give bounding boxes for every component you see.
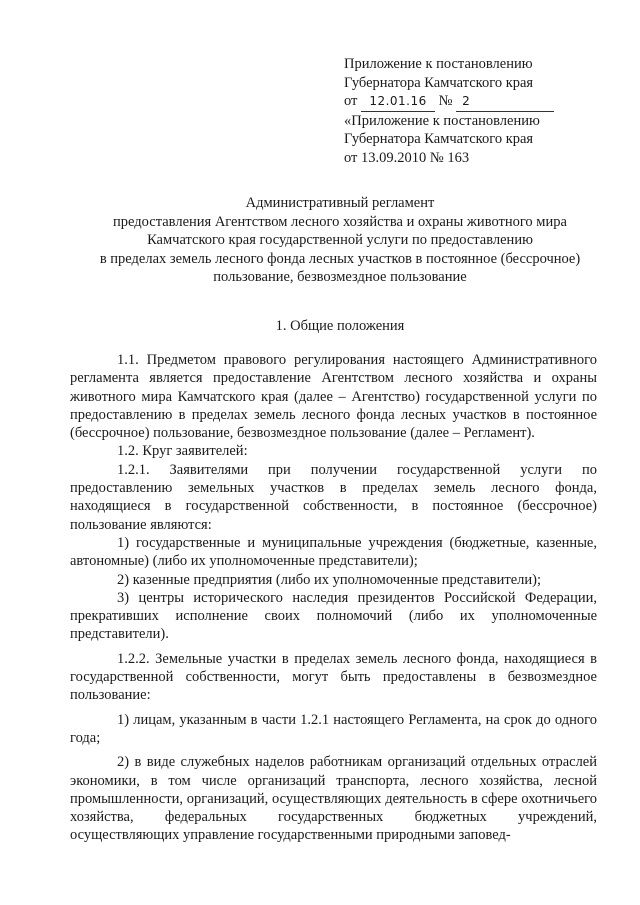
title-line-3: Камчатского края государственной услуги по предоставлению: [147, 232, 533, 249]
section-heading: 1. Общие положения: [275, 318, 405, 334]
stamp-date-prefix: от: [344, 93, 358, 110]
title-line-4: в пределах земель лесного фонда лесных участков в постоянное (бессрочное): [99, 250, 581, 267]
paragraph-1-2-1-item-3: 3) центры исторического наследия президентов Российской Федерации, прекративших исполнение своих полномочий (либо их уполномоченные представители).: [70, 589, 597, 643]
title-line-1: Административный регламент: [245, 195, 435, 211]
paragraph-1-2-1-item-1: 1) государственные и муниципальные учреждения (бюджетные, казенные, автономные) (либо их уполномоченные представители);: [70, 534, 597, 570]
document-title: [70, 194, 610, 287]
paragraph-1-2-2-item-2: 2) в виде служебных наделов работникам организаций отдельных отраслей экономики, в том числе организаций транспорта, лесного хозяйства, лесной промышленности, организаций, осуществляющих деятельность в сфере охотничьего хозяйства, федеральных государственных бюджетных учреждений, осуществляющих управление государственными природными заповед-: [70, 754, 597, 844]
stamp-line-6: от 13.09.2010 № 163: [344, 149, 470, 166]
paragraph-1-1: 1.1. Предметом правового регулирования настоящего Административного регламента является предоставление Агентством лесного хозяйства и охраны животного мира Камчатского края (далее – Агентство) государственной услуги по предоставлению в пределах земель лесного фонда лесных участков в постоянное (бессрочное) пользование, безвозмездное пользование (далее – Регламент).: [70, 352, 597, 442]
title-line-2: предоставления Агентством лесного хозяйства и охраны животного мира: [113, 213, 567, 230]
stamp-line-1: Приложение к постановлению: [344, 56, 533, 72]
stamp-number-label: №: [438, 93, 453, 110]
paragraph-1-2-2-item-1: 1) лицам, указанным в части 1.2.1 настоящего Регламента, на срок до одного года;: [70, 711, 597, 746]
stamp-line-3: [344, 92, 554, 112]
paragraph-1-2-1-item-2: 2) казенные предприятия (либо их уполномоченные представители);: [117, 571, 542, 588]
stamp-line-4: «Приложение к постановлению: [344, 112, 540, 129]
stamp-line-5: Губернатора Камчатского края: [344, 131, 534, 148]
paragraph-1-2-1: 1.2.1. Заявителями при получении государственной услуги по предоставлению земельных участков в пределах земель лесного фонда, находящиеся в государственной собственности, в постоянное (бессрочное) пользование являются:: [70, 461, 597, 533]
stamp-line-2: Губернатора Камчатского края: [344, 74, 534, 91]
paragraph-1-2-2: 1.2.2. Земельные участки в пределах земель лесного фонда, находящиеся в государственной собственности, могут быть предоставлены в безвозмездное пользование:: [70, 650, 597, 704]
paragraph-1-2: 1.2. Круг заявителей:: [117, 443, 248, 460]
document-body: [70, 351, 597, 845]
handwritten-number: 2: [456, 92, 554, 112]
title-line-5: пользование, безвозмездное пользование: [213, 269, 467, 286]
handwritten-date: 12.01.16: [361, 92, 435, 112]
approval-stamp: [344, 55, 554, 168]
